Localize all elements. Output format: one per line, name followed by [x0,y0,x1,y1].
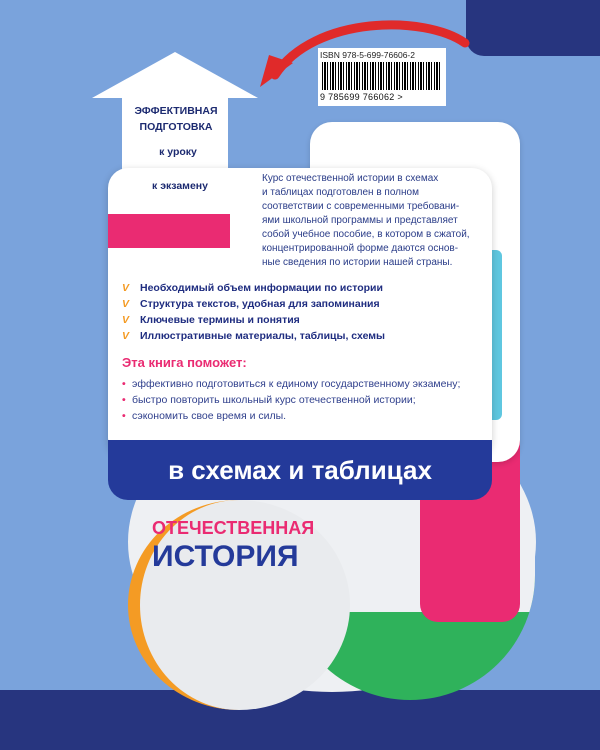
description-line: соответствии с современными требовани- [262,201,460,212]
description-line: Курс отечественной истории в схемах [262,173,439,184]
benefit-text: эффективно подготовиться к единому государственному экзамену; [132,378,461,390]
features-list [122,280,482,344]
helps-heading: Эта книга поможет: [122,355,247,370]
feature-text: Иллюстративные материалы, таблицы, схемы [140,330,386,342]
feature-item [122,296,482,312]
isbn-barcode-box [318,48,446,106]
description-line: концентрированной форме даются основ- [262,243,459,254]
pink-accent-bar [108,214,230,248]
bullet-icon: • [122,378,126,390]
bottom-navy-band [0,690,600,750]
description-line: ные сведения по истории нашей страны. [262,257,453,268]
barcode-digits: 9 785699 766062 > [320,92,403,102]
benefit-text: сэкономить свое время и силы. [132,410,287,422]
feature-text: Структура текстов, удобная для запоминания [140,298,380,310]
benefits-list [122,376,482,424]
description-line: ями школьной программы и представляет [262,215,458,226]
description-line: собой учебное пособие, в котором в сжатой, [262,229,470,240]
feature-text: Необходимый объем информации по истории [140,282,383,294]
feature-text: Ключевые термины и понятия [140,314,300,326]
check-icon: V [122,282,130,294]
description-line: и таблицах подготовлен в полном [262,187,419,198]
arrow-text-line-3: к уроку [159,146,197,158]
arrow-text-line-2: ПОДГОТОВКА [139,121,213,133]
benefit-text: быстро повторить школьный курс отечественной истории; [132,394,416,406]
feature-item [122,280,482,296]
feature-item [122,312,482,328]
check-icon: V [122,298,130,310]
subtitle-band-text: в схемах и таблицах [168,454,432,485]
top-navy-tab [466,0,600,56]
feature-item [122,328,482,344]
book-title-line-2: ИСТОРИЯ [152,540,299,573]
barcode-icon [322,62,442,90]
subtitle-band [108,440,492,500]
benefit-item [122,392,482,408]
isbn-label: ISBN 978-5-699-76606-2 [320,50,415,60]
arrow-text-line-4: к экзамену [152,180,208,192]
bullet-icon: • [122,394,126,406]
benefit-item [122,408,482,424]
description-paragraph [262,172,472,270]
bullet-icon: • [122,410,126,422]
book-title-line-1: ОТЕЧЕСТВЕННАЯ [152,518,315,538]
check-icon: V [122,314,130,326]
arrow-text-line-1: ЭФФЕКТИВНАЯ [134,105,218,117]
check-icon: V [122,330,130,342]
benefit-item [122,376,482,392]
